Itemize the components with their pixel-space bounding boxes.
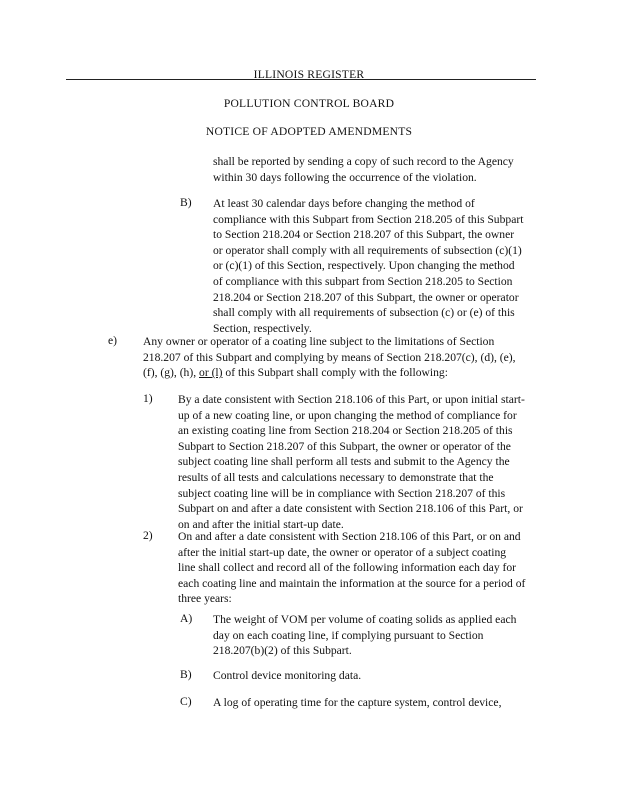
text-line: or operator shall comply with all requirements of subsection (c)(1) <box>213 243 522 257</box>
text-line: within 30 days following the occurrence of the violation. <box>213 170 477 184</box>
item-2b-label: B) <box>180 668 192 681</box>
item-1-paragraph <box>178 392 525 532</box>
text-segment: of this Subpart shall comply with the following: <box>222 366 448 380</box>
text-line: By a date consistent with Section 218.106 of this Part, or upon initial start- <box>178 393 525 406</box>
item-2c-text: A log of operating time for the capture system, control device, <box>213 696 502 709</box>
item-2c-label: C) <box>180 695 192 708</box>
text-line: compliance with this Subpart from Section 218.205 of this Subpart <box>213 212 524 226</box>
text-line: subject coating line will be in compliance with Section 218.207 of this <box>178 486 506 500</box>
text-line: shall comply with all requirements of subsection (c) or (e) of this <box>213 306 515 320</box>
text-line: to Section 218.204 or Section 218.207 of this Subpart, the owner <box>213 228 515 242</box>
text-line: after the initial start-up date, the owner or operator of a subject coating <box>178 545 507 559</box>
text-line: Subpart to Section 218.207 of this Subpart, the owner or operator of the <box>178 439 511 453</box>
text-line: day on each coating line, if complying pursuant to Section <box>213 628 484 642</box>
text-line: Section, respectively. <box>213 321 312 335</box>
text-line: shall be reported by sending a copy of such record to the Agency <box>213 155 514 168</box>
text-line: 218.204 or Section 218.207 of this Subpart, the owner or operator <box>213 290 519 304</box>
header-rule <box>66 79 536 80</box>
text-line: 218.207 of this Subpart and complying by means of Section 218.207(c), (d), (e), <box>143 350 516 364</box>
text-line: At least 30 calendar days before changing the method of <box>213 197 475 210</box>
text-line: each coating line and maintain the information at the source for a period of <box>178 576 526 590</box>
text-line: subject coating line shall perform all tests and submit to the Agency the <box>178 455 510 469</box>
item-e-paragraph <box>143 334 516 381</box>
text-line: The weight of VOM per volume of coating solids as applied each <box>213 613 517 626</box>
board-title: POLLUTION CONTROL BOARD <box>223 97 395 110</box>
item-2a-label: A) <box>180 612 193 625</box>
item-2a-paragraph <box>213 612 516 659</box>
text-line: 218.207(b)(2) of this Subpart. <box>213 644 352 658</box>
notice-title: NOTICE OF ADOPTED AMENDMENTS <box>205 125 413 138</box>
text-line: or (c)(1) of this Section, respectively. Upon changing the method <box>213 259 515 273</box>
text-line: Subpart on and after a date consistent with Section 218.106 of this Part, or <box>178 502 523 516</box>
item-e-label: e) <box>108 334 118 347</box>
text-line: line shall collect and record all of the following information each day for <box>178 561 517 575</box>
item-b-paragraph <box>213 196 523 336</box>
text-line: on and after the initial start-up date. <box>178 517 344 531</box>
text-line: up of a new coating line, or upon changing the method of compliance for <box>178 408 517 422</box>
text-line <box>143 365 516 381</box>
continuation-paragraph <box>213 154 514 185</box>
item-2-paragraph <box>178 529 525 607</box>
item-1-label: 1) <box>143 392 153 405</box>
text-line: three years: <box>178 592 232 606</box>
item-2b-text: Control device monitoring data. <box>213 669 362 682</box>
text-line: On and after a date consistent with Section 218.106 of this Part, or on and <box>178 530 521 543</box>
item-b-label: B) <box>180 196 192 209</box>
text-line: Any owner or operator of a coating line subject to the limitations of Section <box>143 335 495 348</box>
inserted-text: or (l) <box>199 366 223 380</box>
text-line: of compliance with this subpart from Section 218.205 to Section <box>213 274 513 288</box>
text-line: results of all tests and calculations necessary to demonstrate that the <box>178 470 494 484</box>
register-title: ILLINOIS REGISTER <box>253 68 365 81</box>
text-segment: (f), (g), (h), <box>143 366 200 380</box>
item-2-label: 2) <box>143 529 153 542</box>
text-line: an existing coating line from Section 218.204 or Section 218.205 of this <box>178 424 513 438</box>
